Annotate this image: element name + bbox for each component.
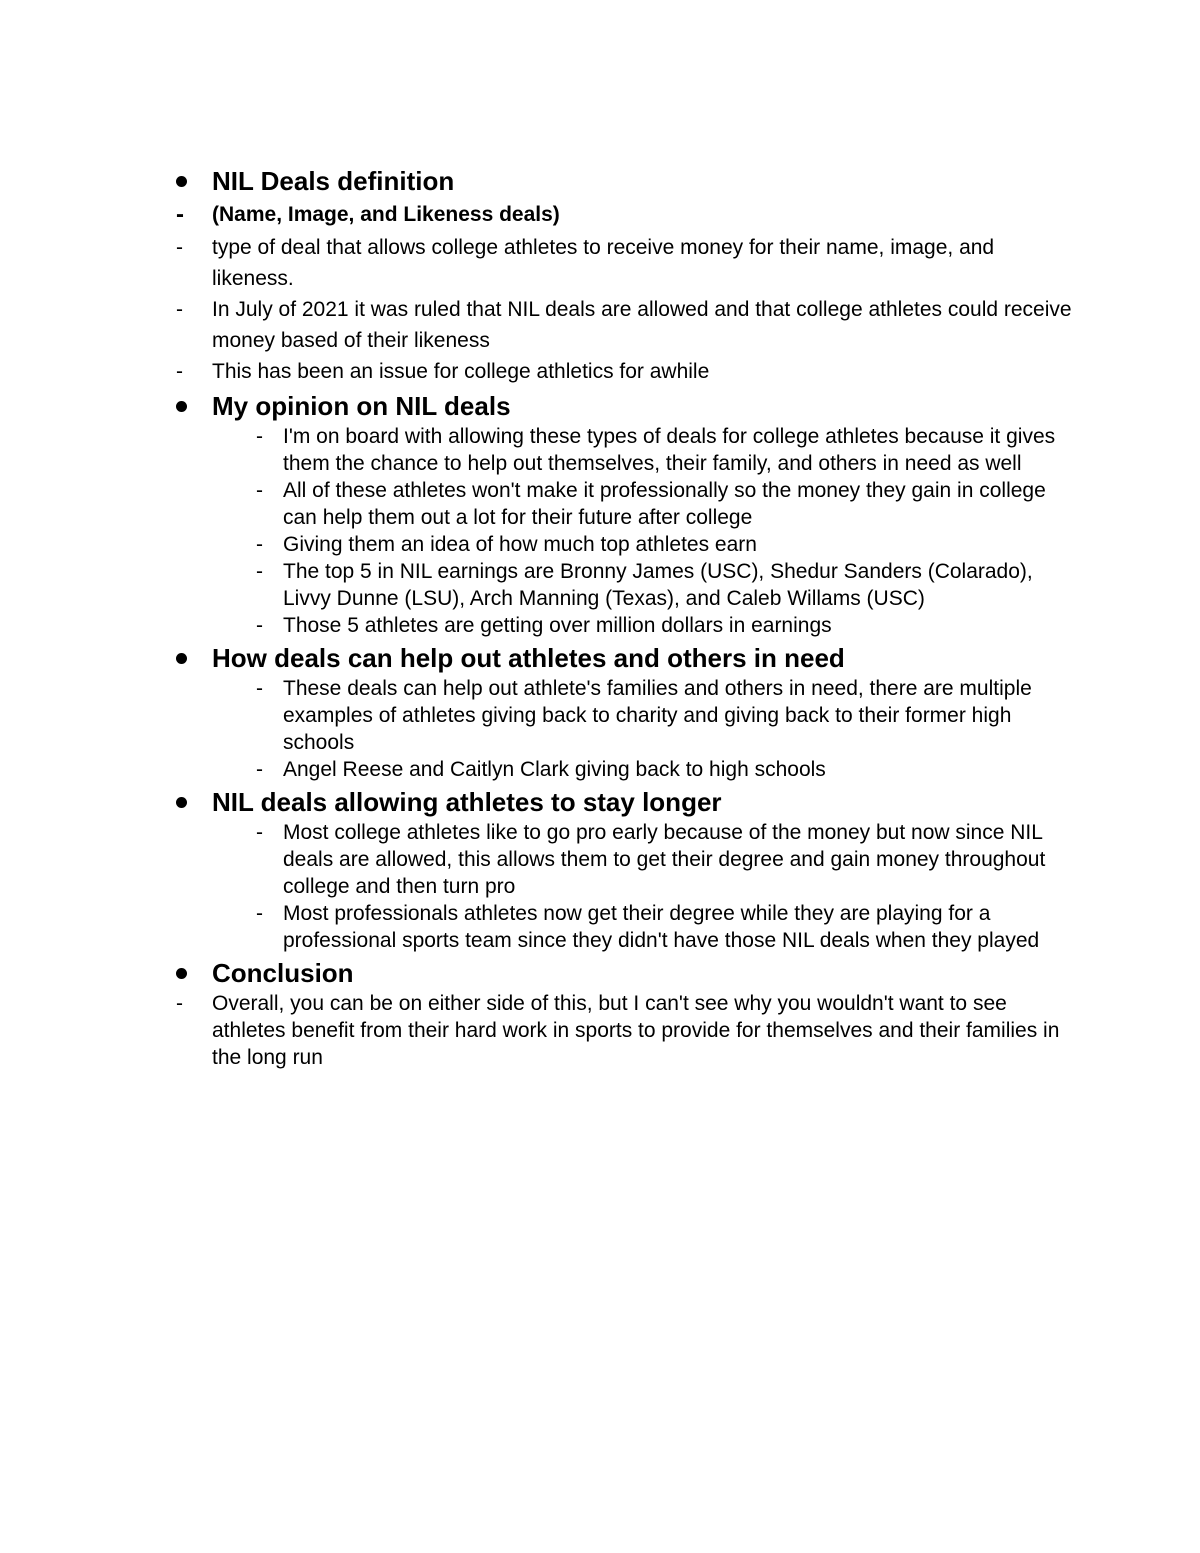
bullet-icon	[172, 164, 212, 198]
document-body	[172, 162, 1072, 1071]
list-item	[172, 756, 1072, 783]
list-item	[172, 477, 1072, 531]
bullet-icon	[172, 641, 212, 675]
list-item-text: In July of 2021 it was ruled that NIL deals are allowed and that college athletes could receive money based of their likeness	[212, 298, 1072, 352]
heading-text: NIL deals allowing athletes to stay longer	[212, 787, 722, 817]
bullet-icon	[172, 956, 212, 990]
section-heading-opinion	[172, 389, 1072, 423]
heading-text: Conclusion	[212, 958, 354, 988]
list-item	[172, 675, 1072, 756]
list-item-text: Most college athletes like to go pro early because of the money but now since NIL deals are allowed, this allows them to get their degree and gain money throughout college and then turn pro	[283, 821, 1046, 898]
dash-marker: -	[176, 360, 183, 383]
list-item-text: Giving them an idea of how much top athletes earn	[283, 533, 757, 556]
list-item	[172, 531, 1072, 558]
list-item-text: I'm on board with allowing these types of deals for college athletes because it gives them the chance to help out themselves, their family, and others in need as well	[283, 425, 1056, 475]
list-item	[172, 558, 1072, 612]
dash-marker: -	[256, 758, 263, 781]
section-heading-stay-longer	[172, 785, 1072, 819]
list-item	[172, 900, 1072, 954]
dash-marker: -	[256, 614, 263, 637]
dash-marker: -	[176, 236, 183, 259]
list-item	[172, 423, 1072, 477]
section-heading-nil-definition	[172, 164, 1072, 198]
dash-marker: -	[176, 201, 184, 228]
list-item-text: Most professionals athletes now get their degree while they are playing for a professional sports team since they didn't have those NIL deals when they played	[283, 902, 1040, 952]
bullet-icon	[172, 389, 212, 423]
dash-marker: -	[256, 677, 263, 700]
heading-text: How deals can help out athletes and others in need	[212, 643, 845, 673]
list-item	[172, 294, 1072, 356]
list-item-text: (Name, Image, and Likeness deals)	[212, 203, 560, 226]
dash-marker: -	[256, 425, 263, 448]
heading-text: My opinion on NIL deals	[212, 391, 511, 421]
section-heading-help-athletes	[172, 641, 1072, 675]
dash-marker: -	[256, 560, 263, 583]
list-item	[172, 990, 1072, 1071]
list-item-text: All of these athletes won't make it professionally so the money they gain in college can help them out a lot for their future after college	[283, 479, 1046, 529]
dash-marker: -	[176, 992, 183, 1015]
list-item-text: type of deal that allows college athletes to receive money for their name, image, and likeness.	[212, 236, 995, 290]
list-item-text: Those 5 athletes are getting over million dollars in earnings	[283, 614, 832, 637]
list-item	[172, 198, 1072, 232]
list-item-text: Angel Reese and Caitlyn Clark giving back to high schools	[283, 758, 826, 781]
list-item-text: These deals can help out athlete's families and others in need, there are multiple examples of athletes giving back to charity and giving back to their former high schools	[283, 677, 1032, 754]
list-item	[172, 232, 1072, 294]
dash-marker: -	[256, 902, 263, 925]
list-item-text: This has been an issue for college athletics for awhile	[212, 360, 710, 383]
dash-marker: -	[176, 298, 183, 321]
dash-marker: -	[256, 479, 263, 502]
list-item-text: Overall, you can be on either side of this, but I can't see why you wouldn't want to see athletes benefit from their hard work in sports to provide for themselves and their families in the long run	[212, 992, 1060, 1069]
bullet-icon	[172, 785, 212, 819]
heading-text: NIL Deals definition	[212, 166, 455, 196]
dash-marker: -	[256, 821, 263, 844]
list-item	[172, 612, 1072, 639]
list-item-text: The top 5 in NIL earnings are Bronny James (USC), Shedur Sanders (Colarado), Livvy Dunne (LSU), Arch Manning (Texas), and Caleb Willams (USC)	[283, 560, 1033, 610]
dash-marker: -	[256, 533, 263, 556]
list-item	[172, 356, 1072, 387]
section-heading-conclusion	[172, 956, 1072, 990]
list-item	[172, 819, 1072, 900]
